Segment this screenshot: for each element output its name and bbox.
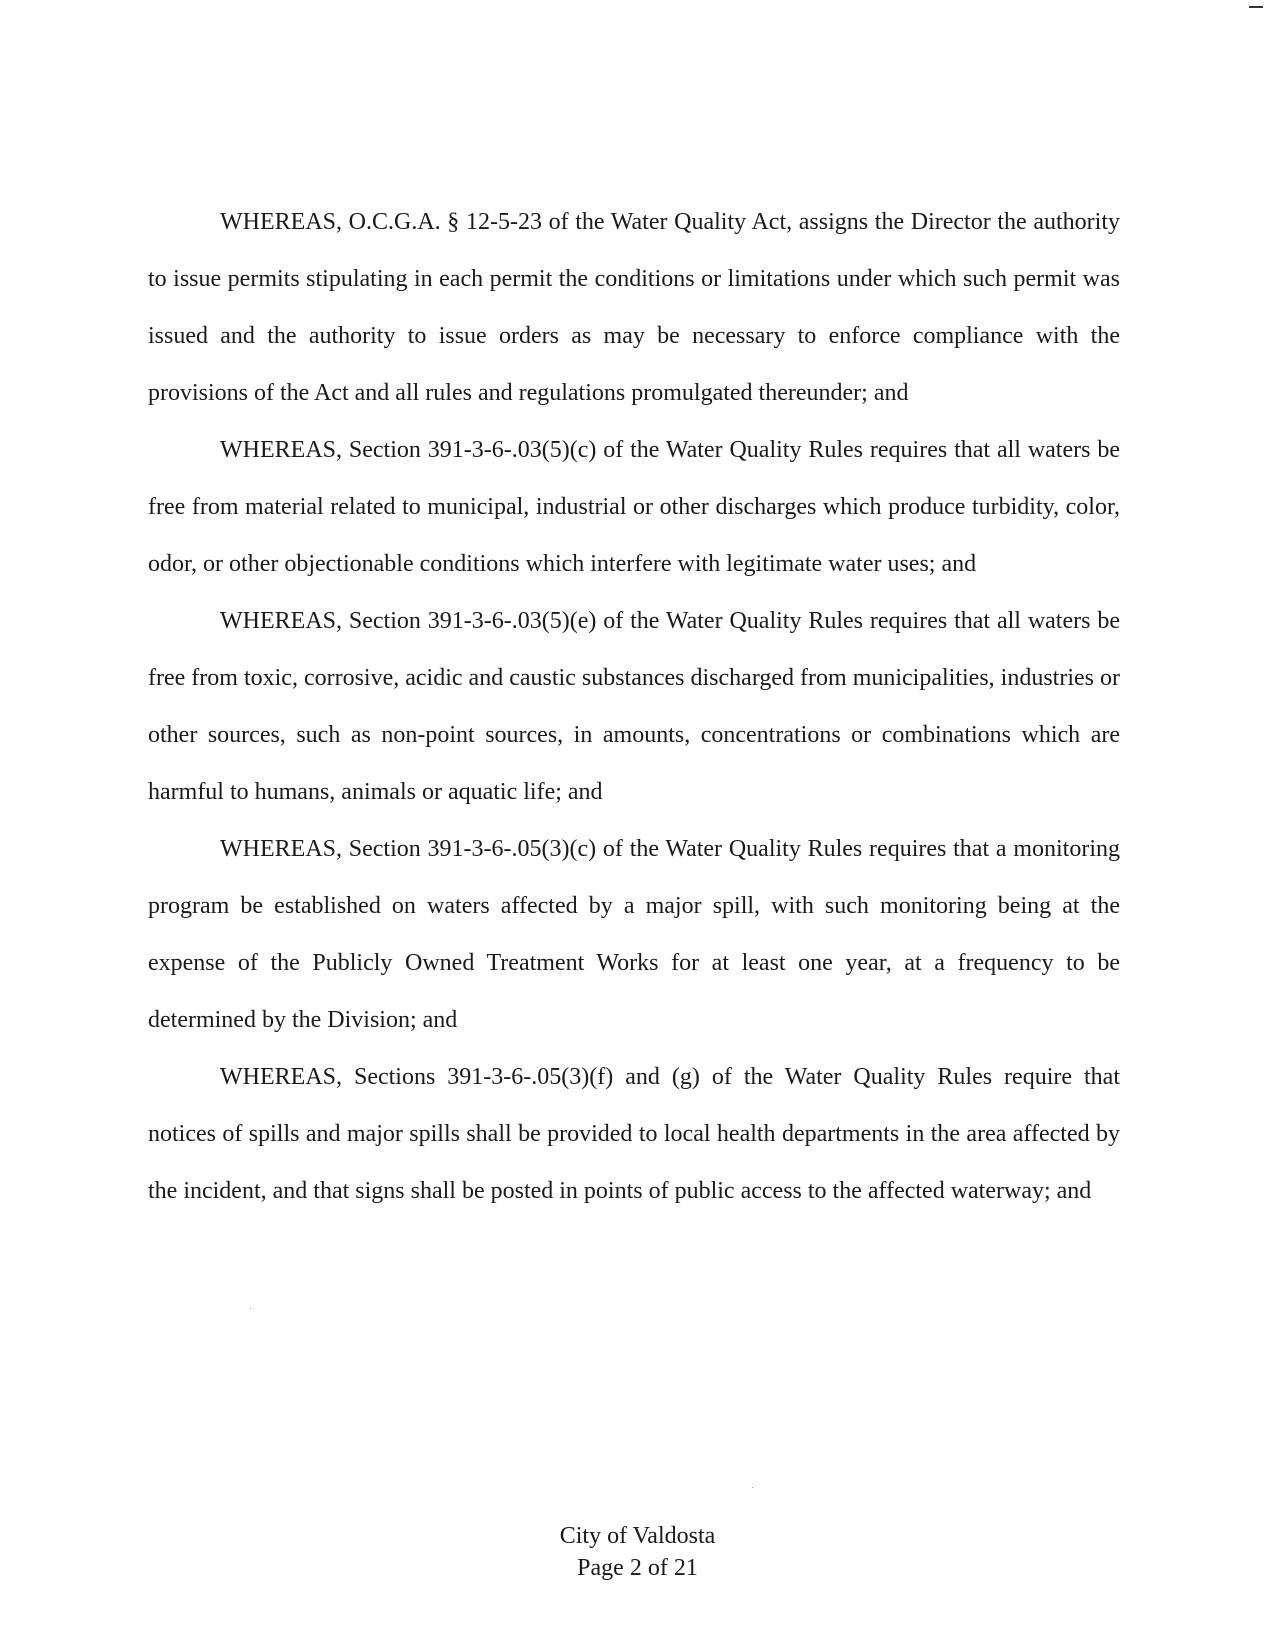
paragraph-rule-03-5-c: WHEREAS, Section 391-3-6-.03(5)(c) of the Water Quality Rules requires that all waters be free from material related to municipal, industrial or other discharges which produce turbidity, color, odor, or other objectionable conditions which interfere with legitimate water uses; and	[148, 437, 1120, 577]
scan-speck	[752, 1487, 753, 1488]
paragraph-water-quality-act: WHEREAS, O.C.G.A. § 12-5-23 of the Water Quality Act, assigns the Director the authority to issue permits stipulating in each permit the conditions or limitations under which such permit was issued and the authority to issue orders as may be necessary to enforce compliance with the provisions of the Act and all rules and regulations promulgated thereunder; and	[148, 209, 1120, 406]
paragraph-rule-05-3-f-g: WHEREAS, Sections 391-3-6-.05(3)(f) and (g) of the Water Quality Rules require that notices of spills and major spills shall be provided to local health departments in the area affected by the incident, and that signs shall be posted in points of public access to the affected waterway; and	[148, 1064, 1120, 1204]
scan-speck	[250, 1308, 251, 1309]
paragraph-rule-05-3-c: WHEREAS, Section 391-3-6-.05(3)(c) of the Water Quality Rules requires that a monitoring program be established on waters affected by a major spill, with such monitoring being at the expense of the Publicly Owned Treatment Works for at least one year, at a frequency to be determined by the Division; and	[148, 836, 1120, 1033]
footer-page-number: Page 2 of 21	[577, 1555, 698, 1581]
document-body	[148, 194, 1120, 1220]
footer-entity: City of Valdosta	[559, 1523, 716, 1549]
scan-mark	[1249, 6, 1263, 8]
paragraph-rule-03-5-e: WHEREAS, Section 391-3-6-.03(5)(e) of the Water Quality Rules requires that all waters be free from toxic, corrosive, acidic and caustic substances discharged from municipalities, industries or other sources, such as non-point sources, in amounts, concentrations or combinations which are harmful to humans, animals or aquatic life; and	[148, 608, 1120, 805]
page-footer	[0, 1520, 1275, 1584]
